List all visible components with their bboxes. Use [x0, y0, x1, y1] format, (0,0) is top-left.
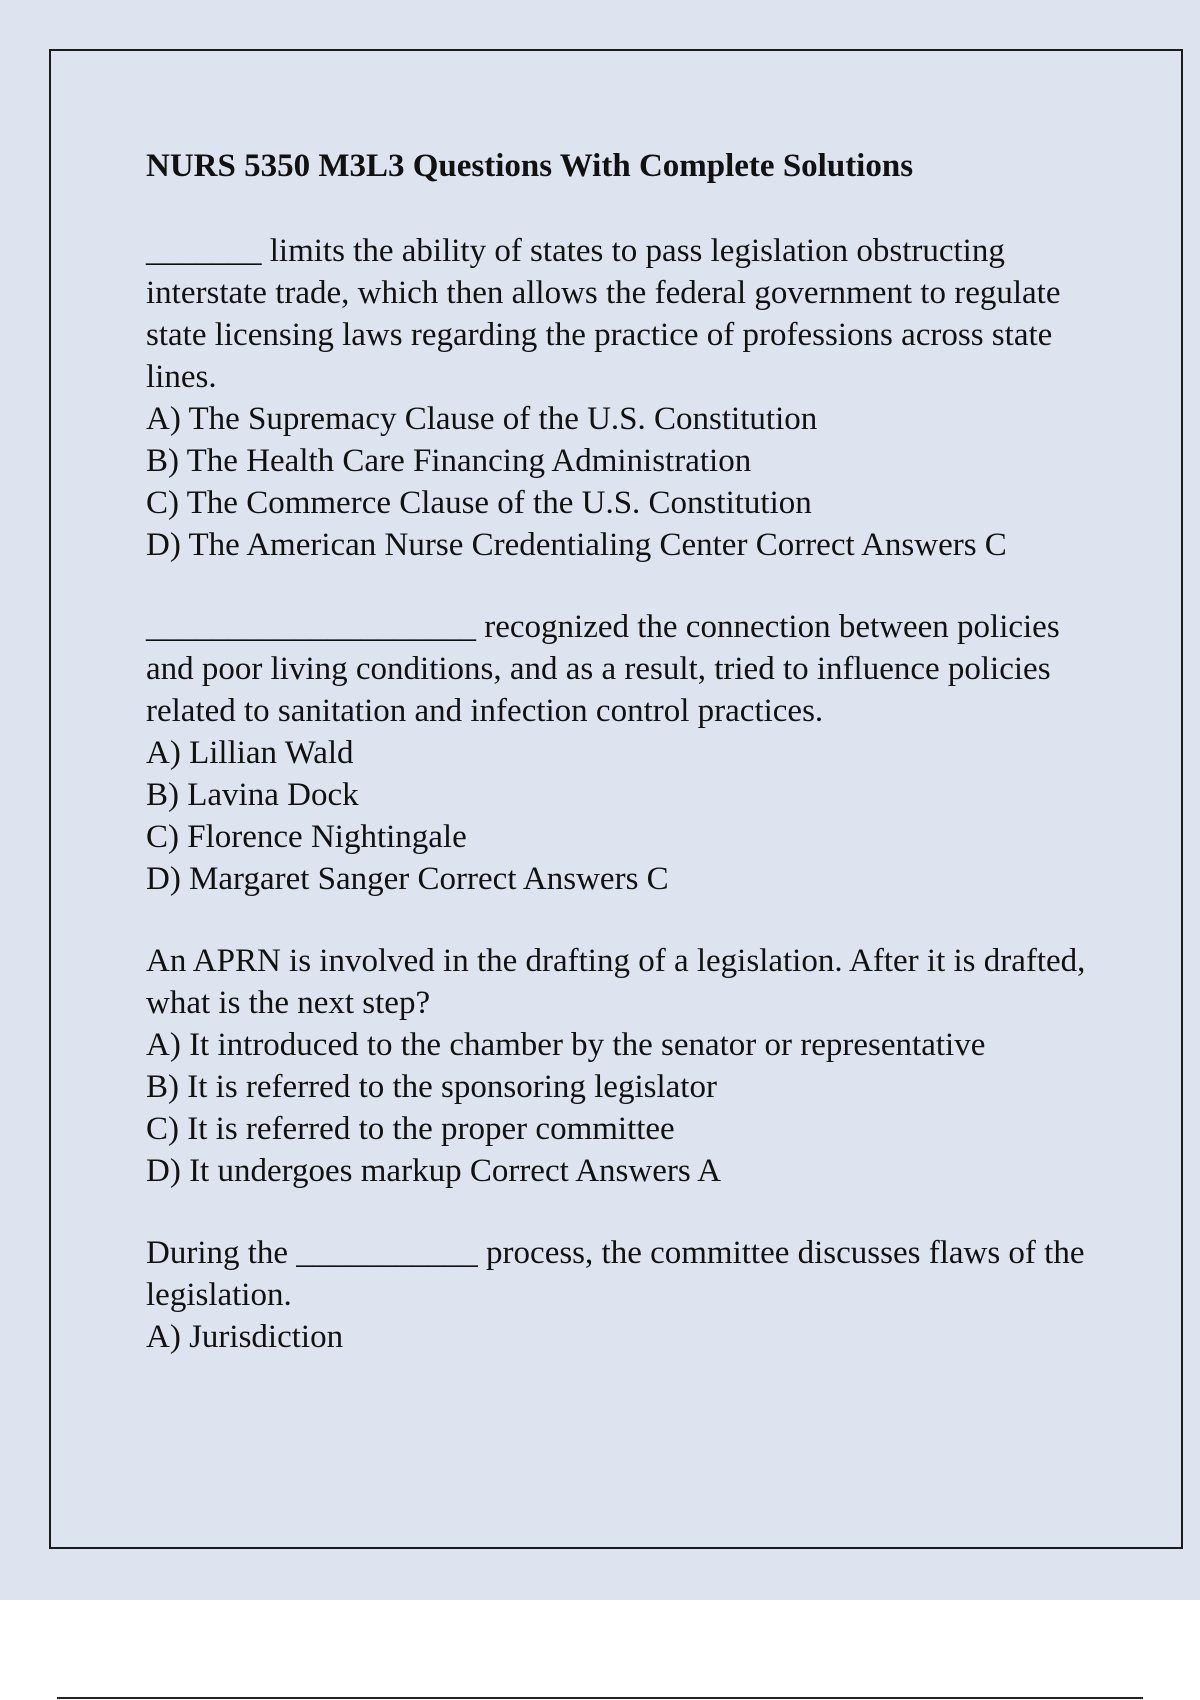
- answer-option: A) The Supremacy Clause of the U.S. Constitution: [146, 401, 818, 437]
- question-3: [146, 940, 1106, 1192]
- question-stem: During the ___________ process, the committee discusses flaws of the legislation.: [146, 1235, 1085, 1313]
- question-2: [146, 606, 1106, 900]
- answer-option-with-correct-answer: D) Margaret Sanger Correct Answers C: [146, 861, 669, 897]
- question-stem: An APRN is involved in the drafting of a legislation. After it is drafted, what is the next step?: [146, 943, 1086, 1021]
- answer-option: A) It introduced to the chamber by the senator or representative: [146, 1027, 986, 1063]
- answer-option: B) Lavina Dock: [146, 777, 359, 813]
- answer-option-with-correct-answer: D) It undergoes markup Correct Answers A: [146, 1153, 721, 1189]
- answer-option: C) The Commerce Clause of the U.S. Constitution: [146, 485, 812, 521]
- question-stem: _______ limits the ability of states to pass legislation obstructing interstate trade, which then allows the federal government to regulate state licensing laws regarding the practice of professions across state lines.: [146, 233, 1061, 395]
- document-title: NURS 5350 M3L3 Questions With Complete Solutions: [146, 148, 914, 184]
- answer-option: C) It is referred to the proper committee: [146, 1111, 675, 1147]
- answer-option: B) The Health Care Financing Administration: [146, 443, 752, 479]
- question-4: [146, 1232, 1106, 1358]
- question-1: [146, 230, 1106, 566]
- footer-divider: [57, 1697, 1143, 1699]
- answer-option-with-correct-answer: D) The American Nurse Credentialing Center Correct Answers C: [146, 527, 1007, 563]
- question-stem: ____________________ recognized the connection between policies and poor living conditions, and as a result, tried to influence policies related to sanitation and infection control practices.: [146, 609, 1060, 729]
- document-content: [146, 140, 1106, 1398]
- answer-option: A) Jurisdiction: [146, 1319, 344, 1355]
- answer-option: A) Lillian Wald: [146, 735, 354, 771]
- answer-option: C) Florence Nightingale: [146, 819, 467, 855]
- answer-option: B) It is referred to the sponsoring legislator: [146, 1069, 717, 1105]
